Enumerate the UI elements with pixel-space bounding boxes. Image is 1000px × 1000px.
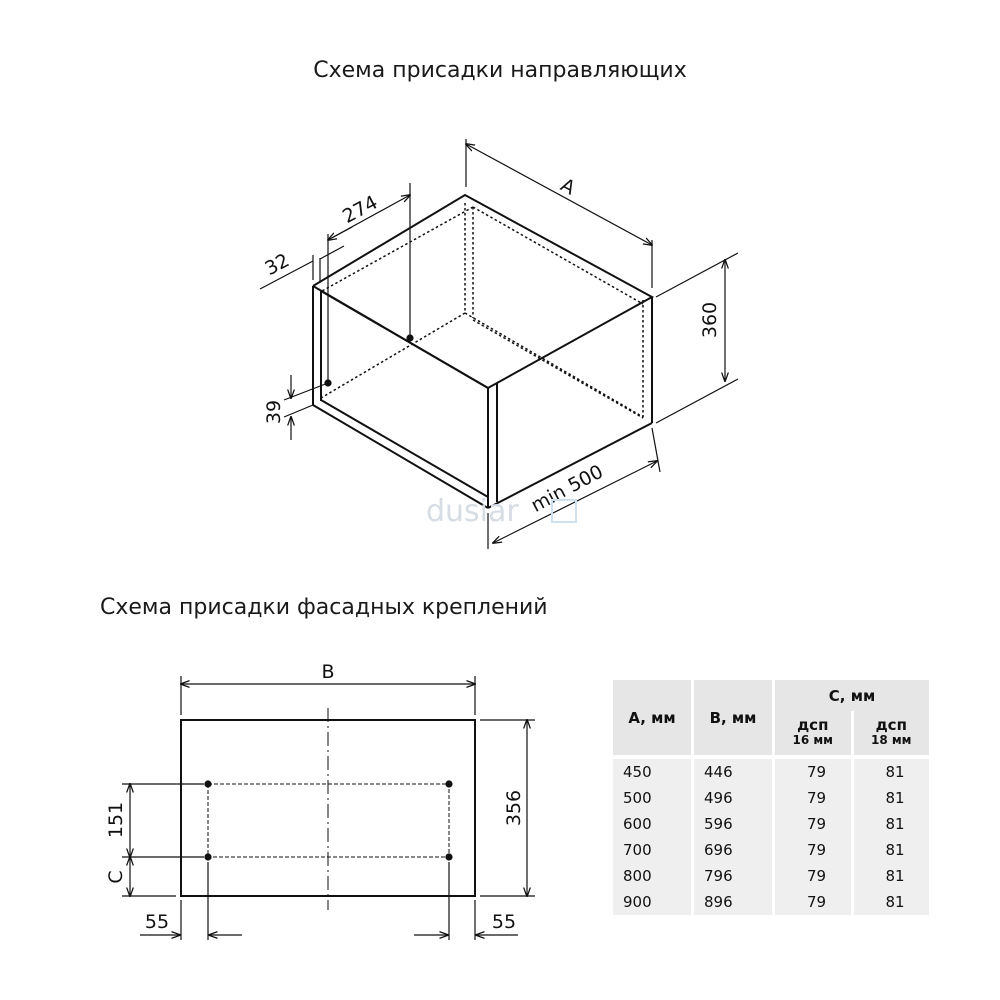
- header-c-dsp16-bottom: 16 мм: [792, 733, 833, 748]
- cell-c18: 81: [854, 837, 930, 863]
- cell-a: 500: [613, 785, 691, 811]
- cell-c18: 81: [854, 889, 930, 915]
- table-row: [613, 785, 929, 811]
- visible-edges: [313, 195, 652, 508]
- cell-c16: 79: [775, 759, 851, 785]
- cell-c18: 81: [854, 785, 930, 811]
- cell-c18: 81: [854, 863, 930, 889]
- label-dim-b: B: [321, 661, 335, 683]
- header-c-dsp18: [854, 711, 930, 755]
- hole-dot: [445, 780, 452, 787]
- drawer-box-diagram: [260, 139, 738, 549]
- dimensions-table: [610, 680, 932, 915]
- header-a: A, мм: [613, 680, 691, 755]
- cell-b: 796: [694, 863, 772, 889]
- cell-b: 446: [694, 759, 772, 785]
- header-c-dsp16: [775, 711, 851, 755]
- cell-a: 600: [613, 811, 691, 837]
- cell-c18: 81: [854, 759, 930, 785]
- table-row: [613, 863, 929, 889]
- cell-c16: 79: [775, 811, 851, 837]
- label-dim-55-right: 55: [491, 911, 517, 933]
- header-c-dsp16-top: дсп: [797, 716, 829, 735]
- label-dim-356: 356: [503, 789, 525, 827]
- cell-a: 450: [613, 759, 691, 785]
- cell-a: 900: [613, 889, 691, 915]
- header-b: B, мм: [694, 680, 772, 755]
- table-row: [613, 889, 929, 915]
- dimension-hole-spacing: [122, 784, 204, 896]
- label-dim-min500: min 500: [527, 460, 607, 517]
- cell-b: 596: [694, 811, 772, 837]
- label-dim-a: A: [556, 173, 579, 200]
- watermark-logo: [426, 494, 576, 529]
- cell-a: 800: [613, 863, 691, 889]
- cell-c16: 79: [775, 889, 851, 915]
- label-dim-c: C: [105, 870, 127, 884]
- cell-b: 496: [694, 785, 772, 811]
- table-body: [613, 759, 929, 915]
- cell-c18: 81: [854, 811, 930, 837]
- cell-c16: 79: [775, 863, 851, 889]
- label-dim-274: 274: [339, 191, 382, 228]
- label-dim-151: 151: [105, 801, 127, 839]
- cell-a: 700: [613, 837, 691, 863]
- dimension-a: [466, 139, 652, 288]
- label-dim-39: 39: [263, 399, 285, 425]
- cell-b: 896: [694, 889, 772, 915]
- watermark-text: dusiar: [426, 494, 519, 529]
- table-row: [613, 837, 929, 863]
- title-slide-guides: Схема присадки направляющих: [313, 58, 687, 83]
- cell-b: 696: [694, 837, 772, 863]
- cell-c16: 79: [775, 837, 851, 863]
- label-dim-360: 360: [699, 301, 721, 339]
- title-facade-mounts: Схема присадки фасадных креплений: [100, 595, 548, 620]
- dimension-height: [656, 253, 738, 423]
- table-row: [613, 759, 929, 785]
- header-c-dsp18-bottom: 18 мм: [871, 733, 912, 748]
- header-c: C, мм: [775, 680, 929, 711]
- hole-dot: [445, 853, 452, 860]
- label-dim-32: 32: [261, 249, 294, 281]
- hidden-edges: [321, 203, 643, 418]
- label-dim-55-left: 55: [144, 911, 170, 933]
- header-c-dsp18-top: дсп: [875, 716, 907, 735]
- cell-c16: 79: [775, 785, 851, 811]
- facade-diagram: [122, 676, 535, 940]
- hole-dot: [204, 780, 211, 787]
- table-row: [613, 811, 929, 837]
- hole-dot: [204, 853, 211, 860]
